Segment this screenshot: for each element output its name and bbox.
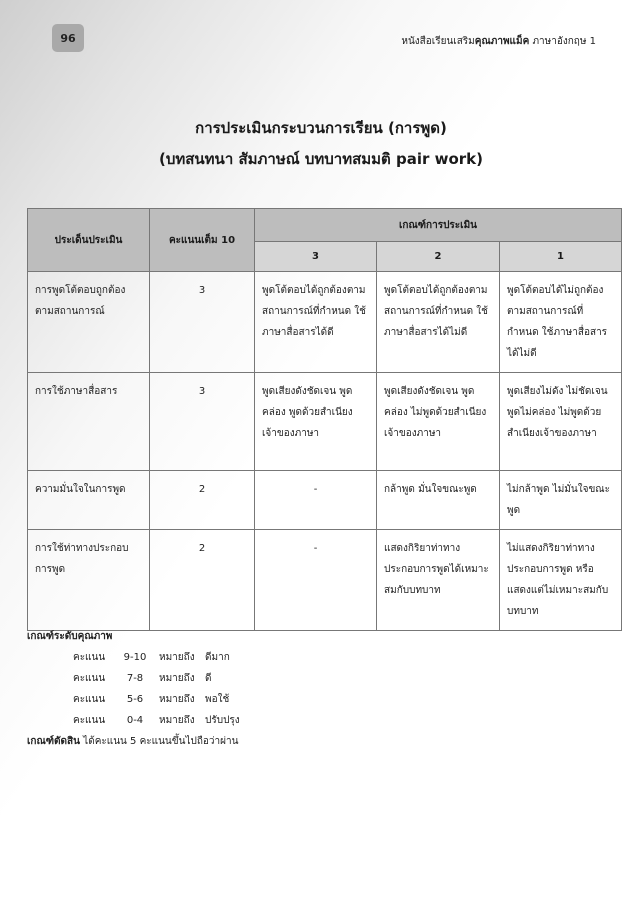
quality-criteria — [27, 626, 240, 752]
quality-level-row — [27, 710, 240, 731]
quality-means: หมายถึง — [159, 652, 195, 663]
table-row — [28, 272, 622, 373]
table-row — [28, 373, 622, 471]
header-criteria: เกณฑ์การประเมิน — [255, 209, 622, 242]
table-row — [28, 471, 622, 530]
row-score: 2 — [150, 530, 255, 631]
quality-means: หมายถึง — [159, 673, 195, 684]
quality-level-row — [27, 668, 240, 689]
quality-heading: เกณฑ์ระดับคุณภาพ — [27, 631, 113, 642]
quality-range: 9-10 — [123, 652, 147, 663]
quality-grade: ดี — [205, 673, 212, 684]
page-number-badge: 96 — [52, 24, 84, 52]
row-level-2: แสดงกิริยาท่าทางประกอบการพูดได้เหมาะสมกับบทบาท — [377, 530, 500, 631]
row-level-1: พูดเสียงไม่ดัง ไม่ชัดเจน พูดไม่คล่อง ไม่พูดด้วยสำเนียงเจ้าของภาษา — [500, 373, 622, 471]
quality-grade: ดีมาก — [205, 652, 230, 663]
row-level-1: ไม่กล้าพูด ไม่มั่นใจขณะพูด — [500, 471, 622, 530]
quality-label: คะแนน — [73, 652, 106, 663]
quality-means: หมายถึง — [159, 715, 195, 726]
row-topic: การพูดโต้ตอบถูกต้องตามสถานการณ์ — [28, 272, 150, 373]
judgement-text: ได้คะแนน 5 คะแนนขึ้นไปถือว่าผ่าน — [83, 736, 239, 747]
quality-level-row — [27, 647, 240, 668]
book-title-subject: ภาษาอังกฤษ 1 — [532, 36, 596, 47]
quality-label: คะแนน — [73, 673, 106, 684]
book-title-brand: คุณภาพแม็ค — [474, 36, 530, 47]
quality-range: 7-8 — [126, 673, 144, 684]
quality-means: หมายถึง — [159, 694, 195, 705]
row-topic: การใช้ภาษาสื่อสาร — [28, 373, 150, 471]
quality-level-row — [27, 689, 240, 710]
row-score: 2 — [150, 471, 255, 530]
row-level-1: ไม่แสดงกิริยาท่าทางประกอบการพูด หรือแสดงแต่ไม่เหมาะสมกับบทบาท — [500, 530, 622, 631]
page-title: การประเมินกระบวนการเรียน (การพูด) — [195, 119, 447, 137]
header-full-score: คะแนนเต็ม 10 — [150, 209, 255, 272]
row-level-3: - — [255, 530, 377, 631]
quality-grade: พอใช้ — [205, 694, 230, 705]
table-header-row — [28, 209, 622, 242]
header-topic: ประเด็นประเมิน — [28, 209, 150, 272]
assessment-rubric-table — [27, 208, 622, 631]
row-level-2: กล้าพูด มั่นใจขณะพูด — [377, 471, 500, 530]
page-subtitle: (บทสนทนา สัมภาษณ์ บทบาทสมมติ pair work) — [159, 150, 483, 168]
row-topic: การใช้ท่าทางประกอบการพูด — [28, 530, 150, 631]
row-score: 3 — [150, 272, 255, 373]
header-level-2: 2 — [377, 242, 500, 272]
judgement-line — [27, 731, 240, 752]
quality-grade: ปรับปรุง — [205, 715, 240, 726]
header-level-3: 3 — [255, 242, 377, 272]
quality-range: 0-4 — [126, 715, 144, 726]
row-topic: ความมั่นใจในการพูด — [28, 471, 150, 530]
header-level-1: 1 — [500, 242, 622, 272]
quality-range: 5-6 — [126, 694, 144, 705]
row-level-2: พูดโต้ตอบได้ถูกต้องตามสถานการณ์ที่กำหนด ใช้ภาษาสื่อสารได้ไม่ดี — [377, 272, 500, 373]
row-level-1: พูดโต้ตอบได้ไม่ถูกต้องตามสถานการณ์ที่กำหนด ใช้ภาษาสื่อสารได้ไม่ดี — [500, 272, 622, 373]
row-level-3: พูดโต้ตอบได้ถูกต้องตามสถานการณ์ที่กำหนด ใช้ภาษาสื่อสารได้ดี — [255, 272, 377, 373]
table-row — [28, 530, 622, 631]
row-level-3: พูดเสียงดังชัดเจน พูดคล่อง พูดด้วยสำเนียงเจ้าของภาษา — [255, 373, 377, 471]
judgement-label: เกณฑ์ตัดสิน — [27, 736, 80, 747]
row-score: 3 — [150, 373, 255, 471]
quality-label: คะแนน — [73, 694, 106, 705]
book-title — [401, 34, 596, 49]
quality-label: คะแนน — [73, 715, 106, 726]
row-level-3: - — [255, 471, 377, 530]
row-level-2: พูดเสียงดังชัดเจน พูดคล่อง ไม่พูดด้วยสำเนียงเจ้าของภาษา — [377, 373, 500, 471]
book-title-prefix: หนังสือเรียนเสริม — [401, 36, 475, 47]
